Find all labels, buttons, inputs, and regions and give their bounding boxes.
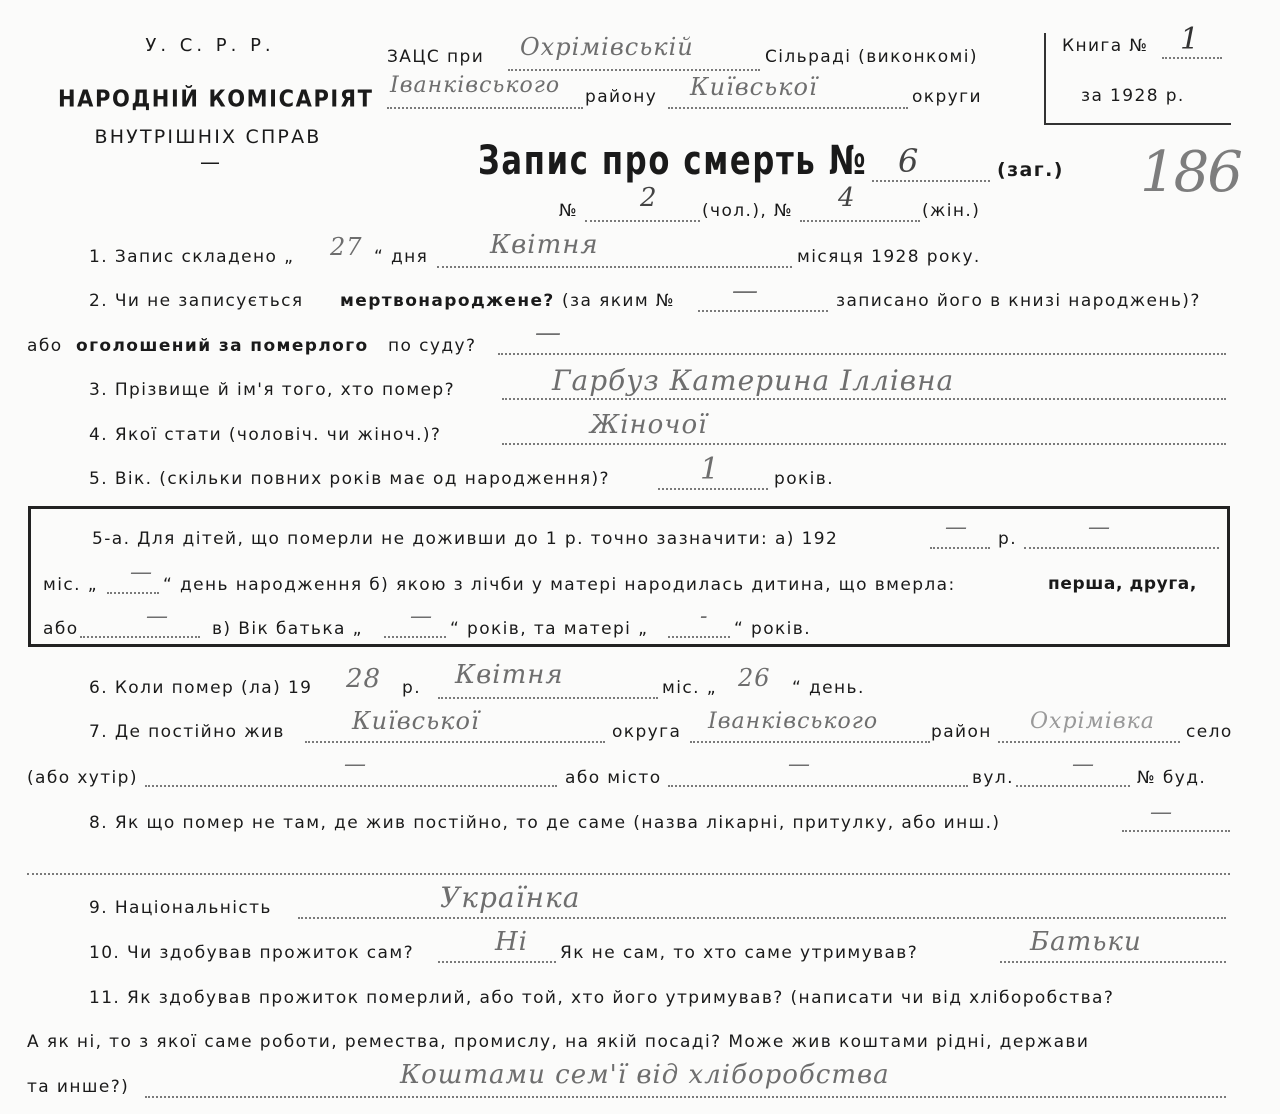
f2-value: — xyxy=(732,276,759,306)
f6-year: 28 xyxy=(346,664,382,694)
f5a-line2-c: перша, друга, xyxy=(1048,574,1197,594)
f6-month: Квітня xyxy=(455,660,564,690)
f10-line2 xyxy=(1000,961,1226,963)
f7b-line2 xyxy=(668,785,968,787)
book-year: за 1928 р. xyxy=(1081,86,1185,106)
f5a-line3-d: “ років. xyxy=(734,619,812,639)
f7-ray: Іванківського xyxy=(708,709,879,734)
f8-label: 8. Як що помер не там, де жив постійно, то де саме (назва лікарні, притулку, або инш.) xyxy=(89,813,1001,833)
book-label: Книга № xyxy=(1062,36,1149,56)
district-line xyxy=(387,107,583,109)
f5a-end-value: — xyxy=(1088,515,1111,540)
female-count: 4 xyxy=(838,183,856,213)
f8-line2 xyxy=(27,873,1230,875)
f2b-c: по суду? xyxy=(388,336,477,356)
f5a-order-value: — xyxy=(146,604,169,629)
f8-line1 xyxy=(1122,830,1230,832)
book-number-line xyxy=(1162,57,1222,59)
f6-c: міс. „ xyxy=(662,678,717,698)
f5a-line3-c: “ років, та матері „ xyxy=(450,619,649,639)
f3-value: Гарбуз Катерина Іллівна xyxy=(552,364,955,397)
f3-label: 3. Прізвище й ім'я того, хто помер? xyxy=(89,380,456,400)
f6-a: 6. Коли помер (ла) 19 xyxy=(89,678,313,698)
f4-label: 4. Якої стати (чоловіч. чи жіноч.)? xyxy=(89,425,442,445)
f10-line1 xyxy=(438,961,556,963)
f5a-end-line xyxy=(1024,547,1219,549)
f5a-month-line xyxy=(107,592,159,594)
f10-v2: Батьки xyxy=(1030,927,1142,957)
f10-v1: Ні xyxy=(495,927,528,957)
record-total-label: (заг.) xyxy=(997,159,1064,181)
record-title: Запис про смерть № xyxy=(478,138,868,184)
f11-line3: та инше?) xyxy=(27,1077,130,1097)
f6-month-line xyxy=(438,697,658,699)
f7b-b: або місто xyxy=(565,768,662,788)
f5a-line2-b: “ день народження б) якою з лічби у матері народилась дитина, що вмерла: xyxy=(163,575,956,595)
f2-c: (за яким № xyxy=(562,291,675,311)
male-label: (чол.), № xyxy=(702,201,794,221)
f5a-year-line xyxy=(930,547,990,549)
f2b-a: або xyxy=(27,336,63,356)
f7b-v3: — xyxy=(1072,752,1095,777)
f11-line1: 11. Як здобував прожиток померлий, або той, хто його утримував? (написати чи від хліборобства? xyxy=(89,988,1115,1008)
okruha-value: Київської xyxy=(690,73,818,101)
f5-label: 5. Вік. (скільки повних років має од народження)? xyxy=(89,469,610,489)
header-usrr: У. С. Р. Р. xyxy=(145,35,275,56)
district-value: Іванківського xyxy=(390,73,561,98)
f5a-line3-b: в) Вік батька „ xyxy=(212,619,363,639)
f5a-order-line xyxy=(80,636,200,638)
male-count-line xyxy=(585,220,700,222)
f9-label: 9. Національність xyxy=(89,898,272,918)
f1-day: 27 xyxy=(330,233,363,261)
f7-village-line xyxy=(998,741,1180,743)
male-count: 2 xyxy=(640,183,658,213)
header-dash: — xyxy=(200,150,220,174)
header-department: ВНУТРІШНІХ СПРАВ xyxy=(94,126,322,148)
f5-line xyxy=(658,488,768,490)
f11-line xyxy=(145,1096,1226,1098)
f3-line xyxy=(502,398,1226,400)
f5a-year-value: — xyxy=(945,515,968,540)
f2-d: записано його в книзі народжень)? xyxy=(836,291,1201,311)
f9-value: Українка xyxy=(440,881,581,914)
f4-value: Жіночої xyxy=(590,410,708,440)
record-number-line xyxy=(872,180,990,182)
f5a-month-value: — xyxy=(130,560,153,585)
f2b-value: — xyxy=(535,318,562,348)
f8-value: — xyxy=(1150,800,1173,825)
f7-ray-line xyxy=(690,741,930,743)
okruha-line xyxy=(668,107,908,109)
f5a-father-line xyxy=(384,636,446,638)
f7-d: село xyxy=(1186,722,1233,742)
f7b-v2: — xyxy=(788,752,811,777)
f5a-line3-a: або xyxy=(43,619,79,639)
f5-suffix: років. xyxy=(774,469,835,489)
f9-line xyxy=(298,917,1226,919)
f6-d: “ день. xyxy=(792,678,865,698)
f6-b: р. xyxy=(402,678,421,698)
f2b-line xyxy=(498,353,1226,355)
f1-prefix: 1. Запис складено „ xyxy=(89,247,295,267)
f2-a: 2. Чи не записується xyxy=(89,291,304,311)
record-number: 6 xyxy=(898,142,920,180)
book-number: 1 xyxy=(1180,22,1201,57)
f1-month-line xyxy=(437,266,792,268)
f10-a: 10. Чи здобував прожиток сам? xyxy=(89,943,415,963)
f5a-father-value: — xyxy=(410,604,433,629)
female-label: (жін.) xyxy=(922,201,981,221)
f7b-line1 xyxy=(145,785,557,787)
f7b-v1: — xyxy=(344,752,367,777)
f5a-r: р. xyxy=(998,529,1017,549)
f10-b: Як не сам, то хто саме утримував? xyxy=(560,943,919,963)
sub-no: № xyxy=(559,201,579,221)
f7-b: округа xyxy=(612,722,682,742)
f6-day: 26 xyxy=(738,664,771,692)
f1-mid: “ дня xyxy=(374,247,429,267)
f5a-line1: 5-а. Для дітей, що померли не доживши до 1 р. точно зазначити: а) 192 xyxy=(92,529,839,549)
f7b-a: (або хутір) xyxy=(27,768,138,788)
f7b-d: № буд. xyxy=(1137,768,1207,788)
f1-month: Квітня xyxy=(490,230,599,260)
zags-suffix: Сільраді (виконкомі) xyxy=(765,47,978,67)
f11-value: Коштами сем'ї від хліборобства xyxy=(400,1060,890,1090)
village-line xyxy=(508,69,760,71)
f11-line2: А як ні, то з якої саме роботи, ремества, промислу, на якій посаді? Може жив коштами рідні, держави xyxy=(27,1032,1090,1052)
pencil-number: 186 xyxy=(1140,140,1241,205)
f7-village: Охрімівка xyxy=(1030,709,1155,734)
f7b-line3 xyxy=(1016,785,1130,787)
f7-okr: Київської xyxy=(352,707,480,735)
f7b-c: вул. xyxy=(972,768,1014,788)
village-value: Охрімівській xyxy=(520,33,694,61)
f5a-line2-a: міс. „ xyxy=(43,575,98,595)
zags-prefix: ЗАЦС при xyxy=(387,47,485,67)
f7-okr-line xyxy=(305,741,605,743)
f7-a: 7. Де постійно жив xyxy=(89,722,285,742)
female-count-line xyxy=(800,220,920,222)
f5-value: 1 xyxy=(700,452,721,487)
f5a-mother-value: - xyxy=(700,604,709,629)
f4-line xyxy=(502,443,1226,445)
f5a-mother-line xyxy=(668,636,730,638)
header-commissariat: НАРОДНІЙ КОМІСАРІЯТ xyxy=(58,85,374,113)
f2b-b: оголошений за померлого xyxy=(76,336,369,356)
okruha-label: округи xyxy=(912,87,982,107)
f2-line xyxy=(698,310,828,312)
rayon-label: району xyxy=(585,87,658,107)
f7-c: район xyxy=(931,722,992,742)
f2-b: мертвонароджене? xyxy=(340,291,555,311)
f1-suffix: місяця 1928 року. xyxy=(797,247,981,267)
